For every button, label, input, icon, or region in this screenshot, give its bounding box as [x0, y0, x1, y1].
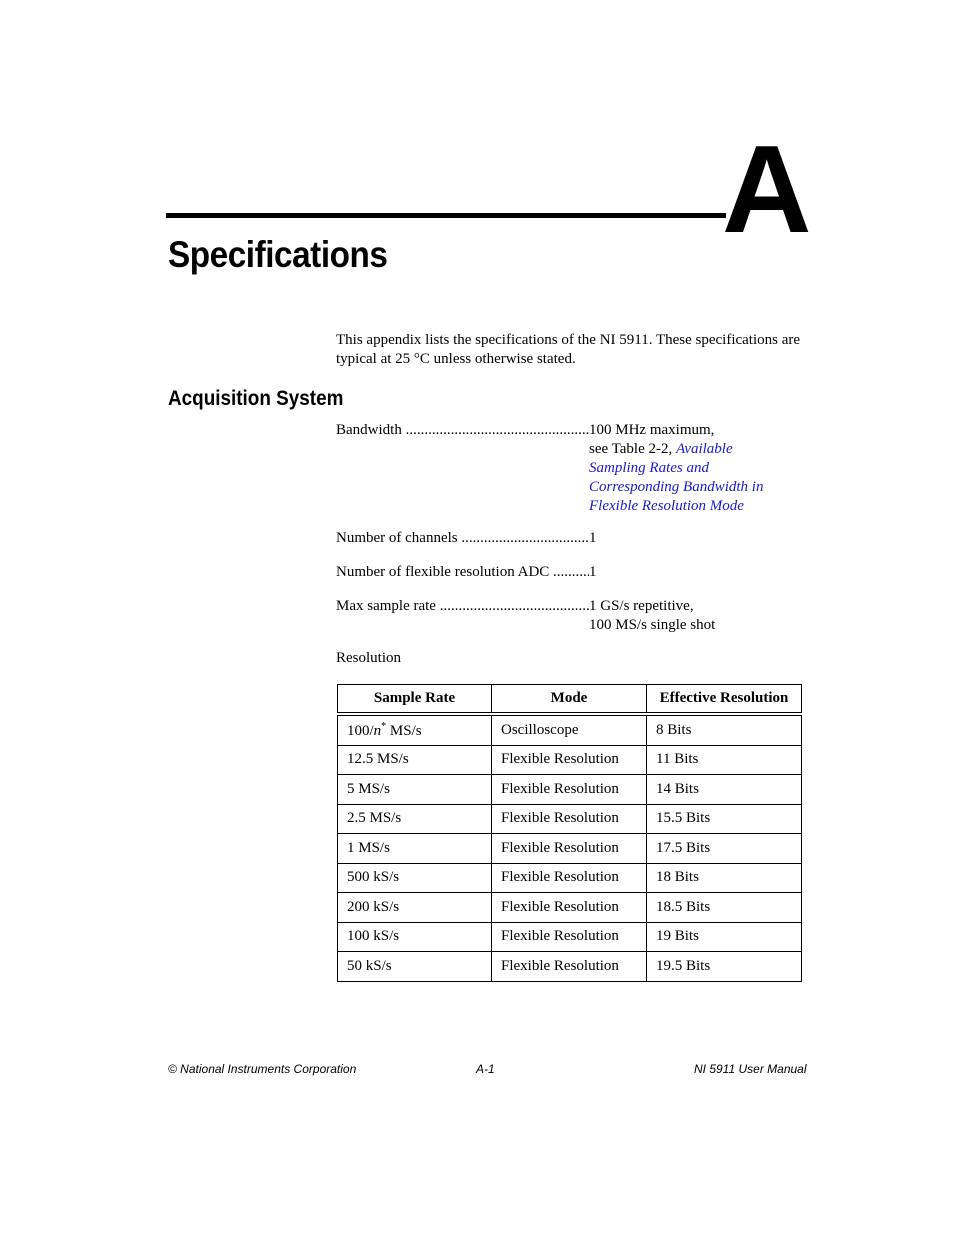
header-effective-resolution: Effective Resolution [647, 685, 802, 715]
cell-resolution: 19 Bits [647, 922, 802, 952]
header-sample-rate: Sample Rate [338, 685, 492, 715]
spec-adc [336, 563, 806, 582]
table-row [338, 834, 802, 864]
cell-mode: Flexible Resolution [492, 863, 647, 893]
spec-channels [336, 529, 806, 548]
cell-resolution: 18.5 Bits [647, 893, 802, 923]
spec-see-prefix: see Table 2-2, [589, 441, 676, 457]
cell-resolution: 19.5 Bits [647, 952, 802, 982]
table-row [338, 893, 802, 923]
spec-value-2: 100 MS/s single shot [589, 617, 716, 633]
spec-value: 1 [589, 530, 597, 546]
table-header-row [338, 685, 802, 715]
cell-mode: Flexible Resolution [492, 775, 647, 805]
resolution-table [337, 684, 802, 982]
cell-mode: Flexible Resolution [492, 804, 647, 834]
table-row [338, 745, 802, 775]
cell-sample-rate: 100 kS/s [338, 922, 492, 952]
intro-paragraph: This appendix lists the specifications of the NI 5911. These specifications are typical at 25 °C unless otherwise stated. [336, 332, 801, 367]
cell-sample-rate: 12.5 MS/s [338, 745, 492, 775]
table-row [338, 922, 802, 952]
cell-sample-rate: 200 kS/s [338, 893, 492, 923]
cell-mode: Oscilloscope [492, 714, 647, 745]
header-mode: Mode [492, 685, 647, 715]
table-row [338, 952, 802, 982]
cell-mode: Flexible Resolution [492, 834, 647, 864]
resolution-label: Resolution [336, 650, 402, 666]
cell-mode: Flexible Resolution [492, 922, 647, 952]
footer-page-number: A-1 [476, 1062, 495, 1076]
cell-resolution: 14 Bits [647, 775, 802, 805]
cell-resolution: 8 Bits [647, 714, 802, 745]
spec-bandwidth [336, 421, 806, 516]
cell-resolution: 17.5 Bits [647, 834, 802, 864]
table-link-line-3[interactable]: Corresponding Bandwidth in [589, 479, 764, 495]
table-row [338, 804, 802, 834]
footer-manual-title: NI 5911 User Manual [694, 1062, 807, 1076]
cell-resolution: 11 Bits [647, 745, 802, 775]
table-row [338, 775, 802, 805]
chapter-letter: A [722, 121, 810, 259]
cell-resolution: 18 Bits [647, 863, 802, 893]
spec-label: Max sample rate ..... [336, 597, 589, 616]
cell-mode: Flexible Resolution [492, 952, 647, 982]
cell-resolution: 15.5 Bits [647, 804, 802, 834]
table-link-line-2[interactable]: Sampling Rates and [589, 460, 709, 476]
spec-label: Number of flexible resolution ADC ..... [336, 563, 589, 582]
spec-label: Bandwidth ..... [336, 421, 589, 440]
table-row [338, 863, 802, 893]
spec-value: 1 [589, 564, 597, 580]
cell-sample-rate: 5 MS/s [338, 775, 492, 805]
chapter-rule [166, 213, 726, 218]
cell-mode: Flexible Resolution [492, 893, 647, 923]
cell-sample-rate: 500 kS/s [338, 863, 492, 893]
cell-sample-rate: 50 kS/s [338, 952, 492, 982]
spec-max-sample-rate [336, 597, 806, 635]
spec-label: Number of channels ..... [336, 529, 589, 548]
cell-mode: Flexible Resolution [492, 745, 647, 775]
section-heading: Acquisition System [168, 387, 344, 410]
cell-sample-rate: 1 MS/s [338, 834, 492, 864]
cell-sample-rate: 2.5 MS/s [338, 804, 492, 834]
page-title: Specifications [168, 234, 388, 275]
footer-copyright: © National Instruments Corporation [168, 1062, 357, 1076]
table-link-line-4[interactable]: Flexible Resolution Mode [589, 498, 744, 514]
spec-value: 1 GS/s repetitive, [589, 598, 694, 614]
cell-sample-rate: 100/n* MS/s [338, 714, 492, 745]
spec-value: 100 MHz maximum, [589, 422, 715, 438]
table-link-line-1[interactable]: Available [675, 441, 733, 457]
table-row [338, 714, 802, 745]
